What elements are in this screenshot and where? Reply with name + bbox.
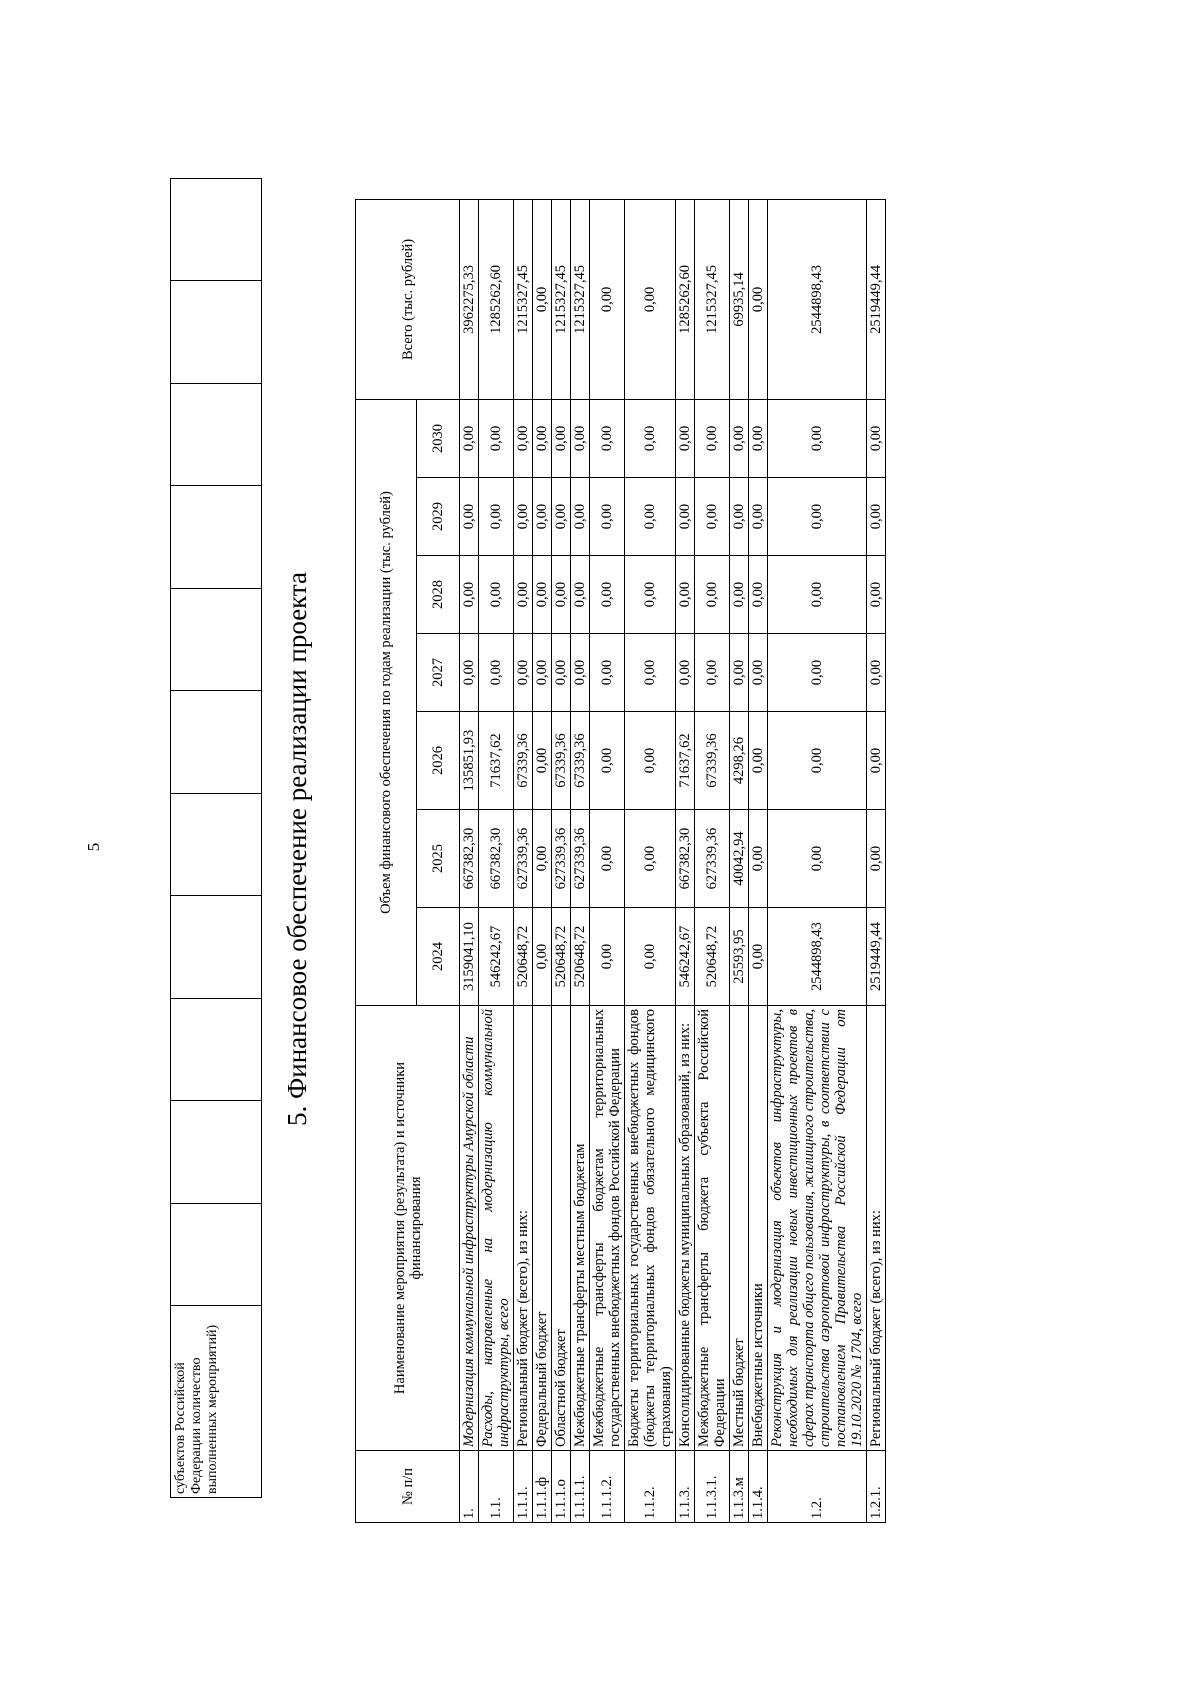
row-value: 0,00 bbox=[695, 478, 730, 556]
table-row bbox=[552, 199, 571, 1522]
row-name: Региональный бюджет (всего), из них: bbox=[514, 1006, 533, 1451]
row-value: 0,00 bbox=[514, 478, 533, 556]
empty-cell bbox=[171, 383, 262, 485]
row-total: 1215327,45 bbox=[571, 199, 590, 399]
row-value: 546242,67 bbox=[479, 908, 514, 1006]
continuation-label: субъектов Российской Федерации количество выполненных мероприятий) bbox=[171, 1306, 262, 1498]
table-row bbox=[571, 199, 590, 1522]
row-name: Консолидированные бюджеты муниципальных образований, из них: bbox=[676, 1006, 695, 1451]
row-total: 0,00 bbox=[590, 199, 625, 399]
row-number: 1.1.1.ф bbox=[533, 1451, 552, 1523]
row-number: 1.1.3. bbox=[676, 1451, 695, 1523]
row-value: 0,00 bbox=[460, 556, 479, 634]
table-row bbox=[749, 199, 768, 1522]
row-name: Внебюджетные источники bbox=[749, 1006, 768, 1451]
row-value: 667382,30 bbox=[676, 810, 695, 908]
row-value: 0,00 bbox=[695, 556, 730, 634]
row-total: 1285262,60 bbox=[479, 199, 514, 399]
row-number: 1.2. bbox=[768, 1451, 867, 1523]
empty-cell bbox=[171, 998, 262, 1100]
row-name: Бюджеты территориальных государственных внебюджетных фондов (бюджеты территориальных фондов обязательного медицинского страхования) bbox=[625, 1006, 676, 1451]
row-value: 0,00 bbox=[552, 634, 571, 712]
row-value: 0,00 bbox=[590, 810, 625, 908]
row-value: 0,00 bbox=[867, 399, 886, 477]
row-value: 0,00 bbox=[768, 399, 867, 477]
row-value: 0,00 bbox=[460, 634, 479, 712]
row-number: 1.1.3.м bbox=[730, 1451, 749, 1523]
row-number: 1.1.2. bbox=[625, 1451, 676, 1523]
row-value: 0,00 bbox=[514, 556, 533, 634]
row-value: 0,00 bbox=[749, 634, 768, 712]
row-total: 1285262,60 bbox=[676, 199, 695, 399]
table-row bbox=[768, 199, 867, 1522]
section-title: 5. Финансовое обеспечение реализации проекта bbox=[282, 571, 312, 1127]
row-total: 2544898,43 bbox=[768, 199, 867, 399]
row-value: 0,00 bbox=[625, 634, 676, 712]
row-value: 667382,30 bbox=[479, 810, 514, 908]
row-value: 0,00 bbox=[479, 478, 514, 556]
row-name: Областной бюджет bbox=[552, 1006, 571, 1451]
col-no-header: № п/п bbox=[356, 1451, 460, 1523]
row-value: 0,00 bbox=[552, 399, 571, 477]
empty-cell bbox=[171, 281, 262, 383]
row-total: 0,00 bbox=[533, 199, 552, 399]
table-row bbox=[730, 199, 749, 1522]
row-total: 69935,14 bbox=[730, 199, 749, 399]
row-value: 0,00 bbox=[514, 399, 533, 477]
row-value: 0,00 bbox=[590, 712, 625, 810]
row-value: 0,00 bbox=[768, 478, 867, 556]
table-row bbox=[514, 199, 533, 1522]
row-value: 40042,94 bbox=[730, 810, 749, 908]
row-value: 0,00 bbox=[695, 399, 730, 477]
row-value: 0,00 bbox=[625, 810, 676, 908]
table-row bbox=[867, 199, 886, 1522]
row-number: 1.1.3.1. bbox=[695, 1451, 730, 1523]
row-value: 0,00 bbox=[695, 634, 730, 712]
row-value: 0,00 bbox=[552, 478, 571, 556]
row-value: 0,00 bbox=[768, 712, 867, 810]
row-value: 0,00 bbox=[730, 399, 749, 477]
row-value: 0,00 bbox=[571, 634, 590, 712]
row-total: 3962275,33 bbox=[460, 199, 479, 399]
row-value: 0,00 bbox=[590, 478, 625, 556]
row-value: 520648,72 bbox=[552, 908, 571, 1006]
row-total: 2519449,44 bbox=[867, 199, 886, 399]
row-value: 520648,72 bbox=[571, 908, 590, 1006]
row-value: 0,00 bbox=[590, 399, 625, 477]
row-value: 2544898,43 bbox=[768, 908, 867, 1006]
row-value: 0,00 bbox=[676, 634, 695, 712]
row-value: 0,00 bbox=[749, 399, 768, 477]
table-row bbox=[460, 199, 479, 1522]
table-row bbox=[533, 199, 552, 1522]
row-value: 0,00 bbox=[676, 399, 695, 477]
row-name: Федеральный бюджет bbox=[533, 1006, 552, 1451]
row-value: 0,00 bbox=[749, 712, 768, 810]
page-number: 5 bbox=[84, 842, 103, 852]
empty-cell bbox=[171, 793, 262, 895]
row-value: 0,00 bbox=[625, 712, 676, 810]
row-value: 0,00 bbox=[590, 556, 625, 634]
row-value: 0,00 bbox=[730, 634, 749, 712]
table-row bbox=[590, 199, 625, 1522]
row-value: 0,00 bbox=[676, 556, 695, 634]
row-value: 71637,62 bbox=[479, 712, 514, 810]
row-value: 627339,36 bbox=[514, 810, 533, 908]
row-value: 0,00 bbox=[533, 712, 552, 810]
row-number: 1.1.1.1. bbox=[571, 1451, 590, 1523]
row-value: 0,00 bbox=[533, 810, 552, 908]
row-value: 25593,95 bbox=[730, 908, 749, 1006]
row-value: 0,00 bbox=[533, 399, 552, 477]
row-value: 0,00 bbox=[730, 478, 749, 556]
continuation-row bbox=[171, 179, 262, 1498]
row-name: Реконструкция и модернизация объектов инфраструктуры, необходимых для реализации новых инвестиционных проектов в сферах транспорта общего пользования, жилищного строительства, строительства аэропортовой инфраструктуры, в соответствии с постановлением Правительства Российской Федерации от 19.10.2020 № 1704, всего bbox=[768, 1006, 867, 1451]
row-value: 520648,72 bbox=[514, 908, 533, 1006]
row-total: 1215327,45 bbox=[552, 199, 571, 399]
row-name: Местный бюджет bbox=[730, 1006, 749, 1451]
row-value: 627339,36 bbox=[552, 810, 571, 908]
row-number: 1.2.1. bbox=[867, 1451, 886, 1523]
year-header: 2026 bbox=[417, 712, 460, 810]
empty-cell bbox=[171, 588, 262, 690]
continuation-table bbox=[170, 178, 262, 1498]
row-value: 3159041,10 bbox=[460, 908, 479, 1006]
row-value: 667382,30 bbox=[460, 810, 479, 908]
row-value: 0,00 bbox=[533, 634, 552, 712]
year-header: 2029 bbox=[417, 478, 460, 556]
row-value: 0,00 bbox=[533, 478, 552, 556]
col-name-header: Наименование мероприятия (результата) и источники финансирования bbox=[356, 1006, 460, 1451]
year-header: 2028 bbox=[417, 556, 460, 634]
row-value: 67339,36 bbox=[571, 712, 590, 810]
empty-cell bbox=[171, 1203, 262, 1305]
row-value: 0,00 bbox=[676, 478, 695, 556]
table-row bbox=[625, 199, 676, 1522]
row-name: Межбюджетные трансферты бюджета субъекта Российской Федерации bbox=[695, 1006, 730, 1451]
row-value: 135851,93 bbox=[460, 712, 479, 810]
row-value: 67339,36 bbox=[552, 712, 571, 810]
row-name: Расходы, направленные на модернизацию коммунальной инфраструктуры, всего bbox=[479, 1006, 514, 1451]
row-number: 1.1.4. bbox=[749, 1451, 768, 1523]
empty-cell bbox=[171, 179, 262, 282]
row-value: 0,00 bbox=[730, 556, 749, 634]
row-total: 1215327,45 bbox=[695, 199, 730, 399]
row-number: 1.1. bbox=[479, 1451, 514, 1523]
row-value: 0,00 bbox=[571, 556, 590, 634]
row-total: 0,00 bbox=[625, 199, 676, 399]
row-name: Региональный бюджет (всего), из них: bbox=[867, 1006, 886, 1451]
row-name: Межбюджетные трансферты бюджетам территориальных государственных внебюджетных фондов Российской Федерации bbox=[590, 1006, 625, 1451]
row-number: 1.1.1.2. bbox=[590, 1451, 625, 1523]
row-value: 0,00 bbox=[768, 556, 867, 634]
row-value: 0,00 bbox=[571, 399, 590, 477]
row-value: 0,00 bbox=[625, 556, 676, 634]
row-value: 0,00 bbox=[867, 478, 886, 556]
row-value: 627339,36 bbox=[571, 810, 590, 908]
row-value: 0,00 bbox=[533, 556, 552, 634]
row-value: 0,00 bbox=[552, 556, 571, 634]
row-value: 0,00 bbox=[571, 478, 590, 556]
row-value: 4298,26 bbox=[730, 712, 749, 810]
year-header: 2027 bbox=[417, 634, 460, 712]
row-value: 0,00 bbox=[460, 399, 479, 477]
row-value: 0,00 bbox=[590, 908, 625, 1006]
row-value: 0,00 bbox=[533, 908, 552, 1006]
row-value: 0,00 bbox=[479, 634, 514, 712]
row-value: 0,00 bbox=[514, 634, 533, 712]
col-volume-header: Объем финансового обеспечения по годам реализации (тыс. рублей) bbox=[356, 399, 417, 1005]
empty-cell bbox=[171, 896, 262, 998]
table-body bbox=[460, 199, 886, 1522]
row-number: 1.1.1.о bbox=[552, 1451, 571, 1523]
row-value: 0,00 bbox=[479, 556, 514, 634]
table-row bbox=[676, 199, 695, 1522]
row-value: 0,00 bbox=[867, 556, 886, 634]
row-value: 0,00 bbox=[460, 478, 479, 556]
row-value: 0,00 bbox=[625, 399, 676, 477]
row-total: 0,00 bbox=[749, 199, 768, 399]
row-value: 67339,36 bbox=[695, 712, 730, 810]
row-value: 67339,36 bbox=[514, 712, 533, 810]
row-value: 2519449,44 bbox=[867, 908, 886, 1006]
row-value: 0,00 bbox=[867, 712, 886, 810]
row-value: 0,00 bbox=[625, 908, 676, 1006]
row-total: 1215327,45 bbox=[514, 199, 533, 399]
row-value: 627339,36 bbox=[695, 810, 730, 908]
row-value: 0,00 bbox=[749, 908, 768, 1006]
row-number: 1. bbox=[460, 1451, 479, 1523]
row-value: 0,00 bbox=[625, 478, 676, 556]
year-header: 2030 bbox=[417, 399, 460, 477]
row-value: 0,00 bbox=[749, 556, 768, 634]
row-value: 0,00 bbox=[768, 810, 867, 908]
row-value: 0,00 bbox=[867, 634, 886, 712]
row-name: Модернизация коммунальной инфраструктуры Амурской области bbox=[460, 1006, 479, 1451]
table-row bbox=[479, 199, 514, 1522]
row-value: 0,00 bbox=[867, 810, 886, 908]
row-value: 71637,62 bbox=[676, 712, 695, 810]
row-value: 0,00 bbox=[749, 478, 768, 556]
row-value: 520648,72 bbox=[695, 908, 730, 1006]
table-row bbox=[695, 199, 730, 1522]
row-value: 0,00 bbox=[479, 399, 514, 477]
year-header: 2025 bbox=[417, 810, 460, 908]
row-value: 546242,67 bbox=[676, 908, 695, 1006]
row-name: Межбюджетные трансферты местным бюджетам bbox=[571, 1006, 590, 1451]
empty-cell bbox=[171, 691, 262, 793]
empty-cell bbox=[171, 486, 262, 588]
row-value: 0,00 bbox=[768, 634, 867, 712]
financing-table bbox=[355, 199, 886, 1523]
row-number: 1.1.1. bbox=[514, 1451, 533, 1523]
year-header: 2024 bbox=[417, 908, 460, 1006]
header-row-1 bbox=[356, 199, 417, 1522]
empty-cell bbox=[171, 1101, 262, 1203]
col-total-header: Всего (тыс. рублей) bbox=[356, 199, 460, 399]
row-value: 0,00 bbox=[749, 810, 768, 908]
row-value: 0,00 bbox=[590, 634, 625, 712]
